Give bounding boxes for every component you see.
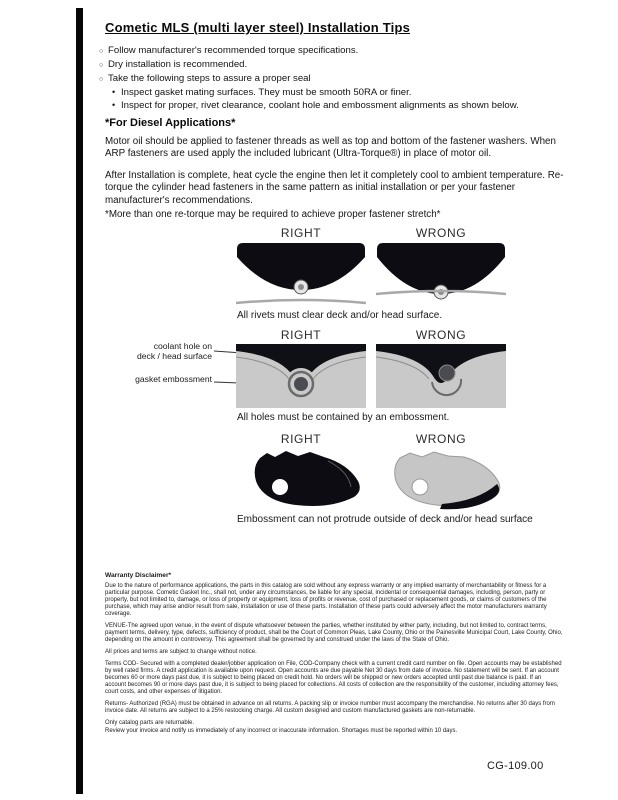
disclaimer-paragraph: Returns- Authorized (RGA) must be obtained in advance on all returns. A packing slip or invoice number must accompany the merchandise. No returns after 30 days from invoice date. All returns are subject to a 25% restocking charge. All custom designed and custom manufactured gaskets are non-returnable. [105,701,555,714]
disclaimer-paragraph: Due to the nature of performance applications, the parts in this catalog are sold without any express warranty or any implied warranty of merchantability or fitness for a particular purpose. Cometic Gasket Inc., shall not, under any circumstances, be liable for any special, incidental or consequential damages, including, person, party or property, but not limited to, damage, or loss of property or equipment, loss of profits or revenue, cost of purchased or replacement goods, or claims of customers of the purchase, which may arise and/or result from sale, installation or use of these parts. Installation of these parts could adversely affect the motor manufacturers warranty coverage. [105,583,547,617]
diagram-row1-caption: All rivets must clear deck and/or head surface. [237,310,443,321]
diagram-row3-headers [236,432,506,446]
rivet-clears-deck-illustration [236,242,366,306]
right-label: RIGHT [280,226,322,240]
protrusion-wrong-image [376,447,506,511]
catalog-page-code: CG-109.00 [487,760,544,772]
tip-text: Dry installation is recommended. [108,59,248,70]
warranty-disclaimer-heading: Warranty Disclaimer* [105,572,172,579]
warranty-disclaimer-section [105,572,563,740]
installation-tips-list [99,44,569,112]
protrusion-right-image [236,447,366,511]
diesel-paragraph-1: Motor oil should be applied to fastener threads as well as top and bottom of the fastener washers. When ARP fasteners are used apply the included lubricant (Ultra-Torque®) in place of motor oil. [105,136,556,160]
list-item [99,58,569,72]
list-item [99,44,569,58]
disclaimer-paragraph: Only catalog parts are returnable. [105,720,195,726]
rivet-wrong-image [376,242,506,306]
list-item [99,72,569,86]
rivet-right-image [236,242,366,306]
hole-not-contained-illustration [376,344,506,408]
tip-text: Inspect gasket mating surfaces. They must be smooth 50RA or finer. [121,87,412,98]
retorque-note: *More than one re-torque may be required to achieve proper fastener stretch* [105,209,441,220]
circle-bullet-icon: ○ [99,76,104,83]
circle-bullet-icon: ○ [99,48,104,55]
diesel-applications-heading: *For Diesel Applications* [105,117,236,129]
dot-bullet-icon: • [112,100,116,110]
disclaimer-paragraph: Review your invoice and notify us immediately of any incorrect or inaccurate information. Shortages must be reported within 10 days. [105,728,458,734]
disclaimer-paragraph: VENUE-The agreed upon venue, in the event of dispute whatsoever between the parties, whether instituted by either party, including, but not limited to, contract terms, payment terms, delivery, type, defects, sufficiency of product, shall be the Court of Common Pleas, Lake County, Ohio or the Painesville Municipal Court, Lake County, Ohio, depending on the amount in controversy. This agreement shall be governed by and construed under the laws of the State of Ohio. [105,623,563,643]
embossment-inside-deck-illustration [236,447,366,511]
wrong-label: WRONG [415,226,467,240]
disclaimer-paragraph: Terms COD- Secured with a completed dealer/jobber application on File, COD-Company check with a current credit card number on file. Open accounts may be established by well rated firms. A credit application is available upon request. Open accounts are due payable Net 30 days from date of invoice. No statement will be sent. If an account becomes 60 or more days past due, it is subject to being placed on credit hold. No orders will be shipped or new orders accepted until past due balance is paid. If an account becomes 90 or more days past due, it is subject to being placed for collections. All costs of collection are the responsibility of the customer, including attorney fees, court costs, and other expenses of litigation. [105,661,562,695]
hole-contained-illustration [236,344,366,408]
right-label: RIGHT [280,432,322,446]
diagram-row2-caption: All holes must be contained by an embossment. [237,412,450,423]
tip-text: Follow manufacturer's recommended torque specifications. [108,45,359,56]
page-title: Cometic MLS (multi layer steel) Installation Tips [105,20,411,35]
dot-bullet-icon: • [112,87,116,97]
left-margin-rule [76,8,83,794]
rivet-hits-deck-illustration [376,242,506,306]
diesel-paragraph-2: After Installation is complete, heat cycle the engine then let it completely cool to ambient temperature. Re-torque the cylinder head fasteners in the same pattern as initial installation or per your fastener manufacturer's recommendations. [105,170,564,206]
wrong-label: WRONG [415,328,467,342]
gasket-embossment-callout: gasket embossment [135,374,212,384]
right-label: RIGHT [280,328,322,342]
diagram-row1-headers [236,226,506,240]
embossment-wrong-image [376,344,506,408]
wrong-label: WRONG [415,432,467,446]
tip-text: Inspect for proper, rivet clearance, coolant hole and embossment alignments as shown below. [121,100,519,111]
circle-bullet-icon: ○ [99,62,104,69]
embossment-protrudes-illustration [376,447,506,511]
tip-text: Take the following steps to assure a proper seal [108,73,311,84]
disclaimer-paragraph: All prices and terms are subject to change without notice. [105,649,257,655]
list-item [99,86,569,99]
callout-line-2: deck / head surface [136,350,212,361]
callout-line-1: coolant hole on [153,341,212,351]
embossment-right-image [236,344,366,408]
diagram-row3-caption: Embossment can not protrude outside of deck and/or head surface [237,514,533,525]
list-item [99,99,569,112]
